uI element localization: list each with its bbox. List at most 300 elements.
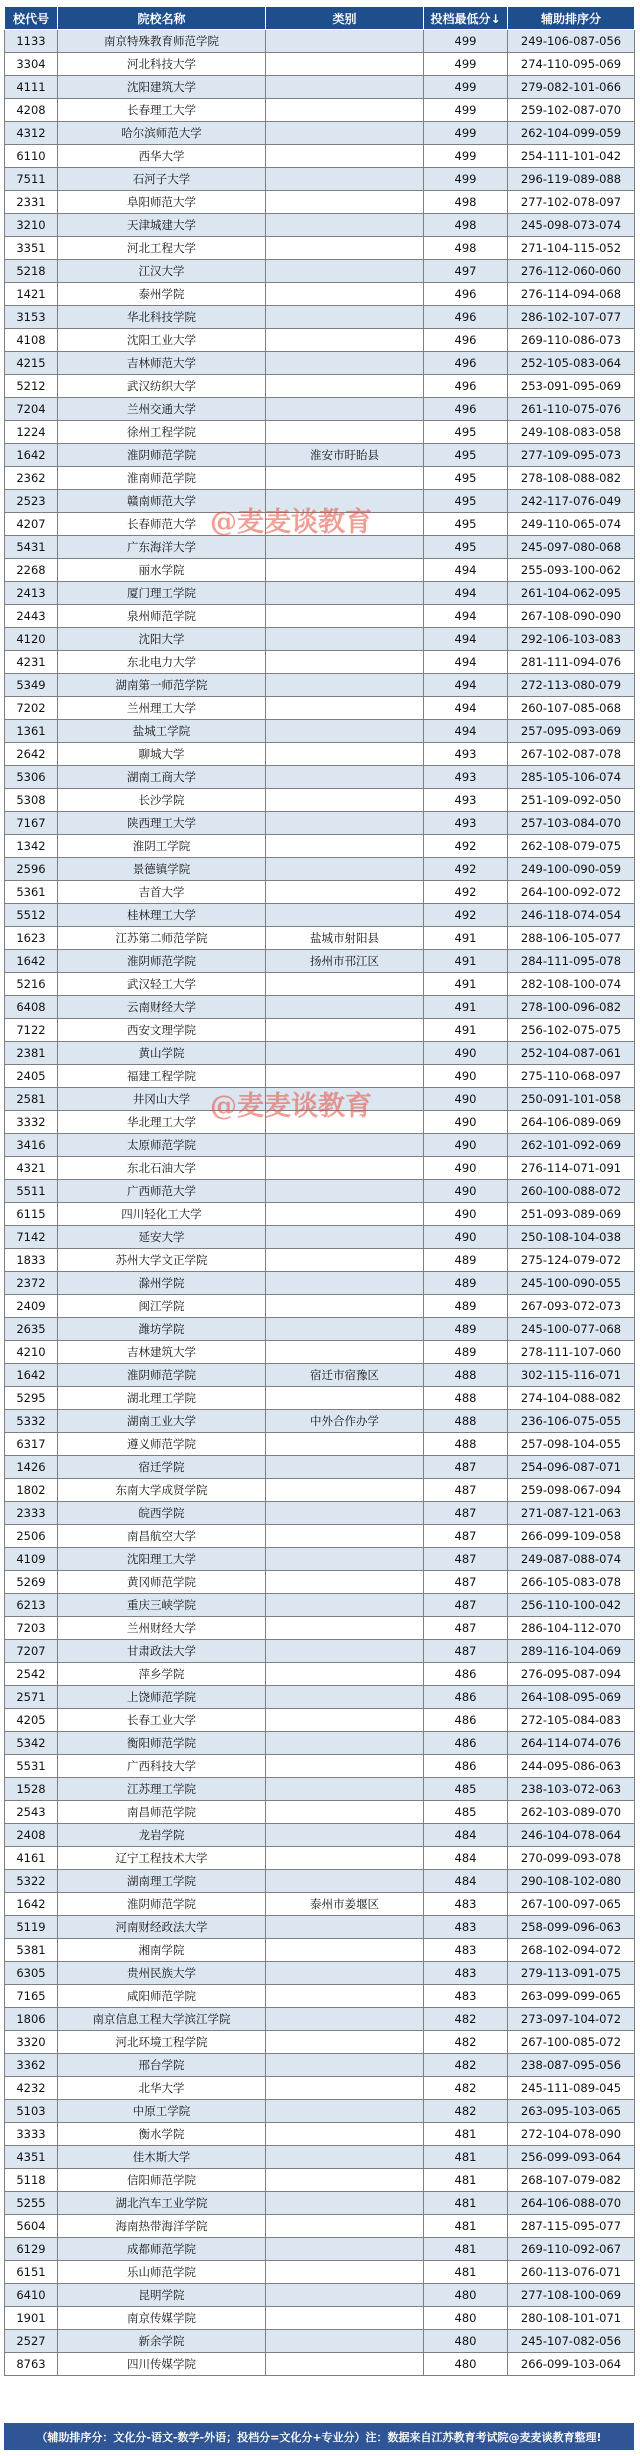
category-cell xyxy=(266,1272,424,1295)
footer-note: （辅助排序分：文化分-语文-数学-外语；投档分=文化分+专业分）注：数据来自江苏教育考试院@麦麦谈教育整理! xyxy=(4,2423,634,2450)
table-row xyxy=(5,536,635,559)
school-code-cell: 4210 xyxy=(5,1341,58,1364)
school-code-cell: 1833 xyxy=(5,1249,58,1272)
table-row xyxy=(5,1042,635,1065)
school-name-cell: 南昌师范学院 xyxy=(58,1801,266,1824)
category-cell xyxy=(266,398,424,421)
tiebreak-score-cell: 255-093-100-062 xyxy=(508,559,635,582)
category-cell xyxy=(266,122,424,145)
table-row xyxy=(5,1548,635,1571)
table-row xyxy=(5,145,635,168)
school-name-cell: 衡阳师范学院 xyxy=(58,1732,266,1755)
category-cell xyxy=(266,2261,424,2284)
category-cell xyxy=(266,2353,424,2376)
min-score-cell: 481 xyxy=(424,2169,508,2192)
min-score-cell: 484 xyxy=(424,1847,508,1870)
category-cell xyxy=(266,2146,424,2169)
table-row xyxy=(5,1801,635,1824)
category-cell xyxy=(266,421,424,444)
col-header-school[interactable]: 院校名称 xyxy=(58,7,266,30)
min-score-cell: 484 xyxy=(424,1870,508,1893)
school-name-cell: 武汉轻工大学 xyxy=(58,973,266,996)
school-code-cell: 4351 xyxy=(5,2146,58,2169)
school-code-cell: 7167 xyxy=(5,812,58,835)
tiebreak-score-cell: 269-110-086-073 xyxy=(508,329,635,352)
tiebreak-score-cell: 286-102-107-077 xyxy=(508,306,635,329)
school-name-cell: 西安文理学院 xyxy=(58,1019,266,1042)
table-row xyxy=(5,2123,635,2146)
school-name-cell: 湖北理工学院 xyxy=(58,1387,266,1410)
tiebreak-score-cell: 259-102-087-070 xyxy=(508,99,635,122)
category-cell xyxy=(266,99,424,122)
tiebreak-score-cell: 278-111-107-060 xyxy=(508,1341,635,1364)
school-code-cell: 5332 xyxy=(5,1410,58,1433)
table-row xyxy=(5,2146,635,2169)
school-code-cell: 1642 xyxy=(5,1893,58,1916)
min-score-cell: 492 xyxy=(424,881,508,904)
category-cell xyxy=(266,513,424,536)
school-name-cell: 辽宁工程技术大学 xyxy=(58,1847,266,1870)
col-header-category[interactable]: 类别 xyxy=(266,7,424,30)
category-cell xyxy=(266,214,424,237)
category-cell xyxy=(266,490,424,513)
school-name-cell: 四川传媒学院 xyxy=(58,2353,266,2376)
table-row xyxy=(5,1387,635,1410)
school-name-cell: 延安大学 xyxy=(58,1226,266,1249)
school-name-cell: 上饶师范学院 xyxy=(58,1686,266,1709)
school-code-cell: 4108 xyxy=(5,329,58,352)
school-name-cell: 兰州财经大学 xyxy=(58,1617,266,1640)
school-name-cell: 石河子大学 xyxy=(58,168,266,191)
school-name-cell: 沈阳工业大学 xyxy=(58,329,266,352)
category-cell xyxy=(266,1732,424,1755)
table-row xyxy=(5,2054,635,2077)
category-cell xyxy=(266,996,424,1019)
min-score-cell: 496 xyxy=(424,375,508,398)
tiebreak-score-cell: 249-108-083-058 xyxy=(508,421,635,444)
school-name-cell: 淮阴师范学院 xyxy=(58,1893,266,1916)
category-cell xyxy=(266,536,424,559)
min-score-cell: 494 xyxy=(424,582,508,605)
min-score-cell: 498 xyxy=(424,214,508,237)
school-code-cell: 5604 xyxy=(5,2215,58,2238)
tiebreak-score-cell: 275-124-079-072 xyxy=(508,1249,635,1272)
min-score-cell: 488 xyxy=(424,1387,508,1410)
school-code-cell: 1802 xyxy=(5,1479,58,1502)
col-header-code[interactable]: 校代号 xyxy=(5,7,58,30)
category-cell xyxy=(266,375,424,398)
min-score-cell: 482 xyxy=(424,2100,508,2123)
category-cell xyxy=(266,720,424,743)
category-cell xyxy=(266,2215,424,2238)
school-code-cell: 5512 xyxy=(5,904,58,927)
table-row xyxy=(5,2215,635,2238)
min-score-cell: 498 xyxy=(424,191,508,214)
table-row xyxy=(5,1249,635,1272)
min-score-cell: 490 xyxy=(424,1226,508,1249)
table-row xyxy=(5,2284,635,2307)
table-row xyxy=(5,766,635,789)
table-row xyxy=(5,1755,635,1778)
category-cell xyxy=(266,352,424,375)
table-row xyxy=(5,283,635,306)
school-name-cell: 重庆三峡学院 xyxy=(58,1594,266,1617)
table-row xyxy=(5,973,635,996)
table-row xyxy=(5,1686,635,1709)
school-code-cell: 2362 xyxy=(5,467,58,490)
school-code-cell: 5218 xyxy=(5,260,58,283)
tiebreak-score-cell: 280-108-101-071 xyxy=(508,2307,635,2330)
tiebreak-score-cell: 251-109-092-050 xyxy=(508,789,635,812)
category-cell xyxy=(266,2054,424,2077)
category-cell xyxy=(266,743,424,766)
category-cell xyxy=(266,1318,424,1341)
category-cell xyxy=(266,2192,424,2215)
school-name-cell: 长春工业大学 xyxy=(58,1709,266,1732)
table-row xyxy=(5,743,635,766)
tiebreak-score-cell: 256-099-093-064 xyxy=(508,2146,635,2169)
school-name-cell: 皖西学院 xyxy=(58,1502,266,1525)
school-name-cell: 太原师范学院 xyxy=(58,1134,266,1157)
school-name-cell: 东北电力大学 xyxy=(58,651,266,674)
category-cell xyxy=(266,904,424,927)
school-name-cell: 南昌航空大学 xyxy=(58,1525,266,1548)
tiebreak-score-cell: 252-105-083-064 xyxy=(508,352,635,375)
table-row xyxy=(5,858,635,881)
school-name-cell: 佳木斯大学 xyxy=(58,2146,266,2169)
table-row xyxy=(5,1617,635,1640)
school-name-cell: 云南财经大学 xyxy=(58,996,266,1019)
school-code-cell: 6151 xyxy=(5,2261,58,2284)
tiebreak-score-cell: 271-087-121-063 xyxy=(508,1502,635,1525)
school-name-cell: 昆明学院 xyxy=(58,2284,266,2307)
table-row xyxy=(5,1433,635,1456)
table-row xyxy=(5,996,635,1019)
table-row xyxy=(5,122,635,145)
table-row xyxy=(5,1134,635,1157)
school-code-cell: 4321 xyxy=(5,1157,58,1180)
table-row xyxy=(5,1318,635,1341)
school-name-cell: 沈阳理工大学 xyxy=(58,1548,266,1571)
category-cell xyxy=(266,1249,424,1272)
table-row xyxy=(5,214,635,237)
school-name-cell: 闽江学院 xyxy=(58,1295,266,1318)
min-score-cell: 490 xyxy=(424,1134,508,1157)
min-score-cell: 481 xyxy=(424,2261,508,2284)
tiebreak-score-cell: 286-104-112-070 xyxy=(508,1617,635,1640)
tiebreak-score-cell: 253-091-095-069 xyxy=(508,375,635,398)
table-row xyxy=(5,789,635,812)
category-cell xyxy=(266,1755,424,1778)
category-cell: 盐城市射阳县 xyxy=(266,927,424,950)
school-code-cell: 1642 xyxy=(5,1364,58,1387)
table-row xyxy=(5,237,635,260)
school-code-cell: 6129 xyxy=(5,2238,58,2261)
school-name-cell: 井冈山大学 xyxy=(58,1088,266,1111)
table-row xyxy=(5,881,635,904)
category-cell xyxy=(266,674,424,697)
school-code-cell: 2405 xyxy=(5,1065,58,1088)
tiebreak-score-cell: 268-102-094-072 xyxy=(508,1939,635,1962)
tiebreak-score-cell: 278-108-088-082 xyxy=(508,467,635,490)
category-cell xyxy=(266,1801,424,1824)
min-score-cell: 483 xyxy=(424,1893,508,1916)
school-code-cell: 7204 xyxy=(5,398,58,421)
school-code-cell: 3332 xyxy=(5,1111,58,1134)
tiebreak-score-cell: 245-111-089-045 xyxy=(508,2077,635,2100)
col-header-tiebreak[interactable]: 辅助排序分 xyxy=(508,7,635,30)
table-row xyxy=(5,1410,635,1433)
min-score-cell: 487 xyxy=(424,1525,508,1548)
table-row xyxy=(5,2330,635,2353)
tiebreak-score-cell: 288-106-105-077 xyxy=(508,927,635,950)
school-code-cell: 1642 xyxy=(5,444,58,467)
tiebreak-score-cell: 246-118-074-054 xyxy=(508,904,635,927)
tiebreak-score-cell: 292-106-103-083 xyxy=(508,628,635,651)
col-header-min-score[interactable]: 投档最低分↓ xyxy=(424,7,508,30)
category-cell xyxy=(266,1709,424,1732)
min-score-cell: 495 xyxy=(424,513,508,536)
table-row xyxy=(5,1732,635,1755)
min-score-cell: 490 xyxy=(424,1203,508,1226)
min-score-cell: 483 xyxy=(424,1985,508,2008)
min-score-cell: 491 xyxy=(424,996,508,1019)
min-score-cell: 499 xyxy=(424,76,508,99)
tiebreak-score-cell: 276-112-060-060 xyxy=(508,260,635,283)
school-name-cell: 聊城大学 xyxy=(58,743,266,766)
school-code-cell: 4312 xyxy=(5,122,58,145)
category-cell xyxy=(266,1525,424,1548)
min-score-cell: 491 xyxy=(424,950,508,973)
table-row xyxy=(5,1295,635,1318)
table-row xyxy=(5,697,635,720)
school-code-cell: 5212 xyxy=(5,375,58,398)
table-row xyxy=(5,467,635,490)
school-code-cell: 5381 xyxy=(5,1939,58,1962)
school-name-cell: 赣南师范大学 xyxy=(58,490,266,513)
category-cell xyxy=(266,2238,424,2261)
min-score-cell: 494 xyxy=(424,605,508,628)
category-cell xyxy=(266,1295,424,1318)
school-name-cell: 厦门理工学院 xyxy=(58,582,266,605)
category-cell xyxy=(266,1962,424,1985)
min-score-cell: 487 xyxy=(424,1479,508,1502)
tiebreak-score-cell: 256-110-100-042 xyxy=(508,1594,635,1617)
school-name-cell: 贵州民族大学 xyxy=(58,1962,266,1985)
school-name-cell: 哈尔滨师范大学 xyxy=(58,122,266,145)
category-cell xyxy=(266,1157,424,1180)
tiebreak-score-cell: 296-119-089-088 xyxy=(508,168,635,191)
category-cell xyxy=(266,1203,424,1226)
tiebreak-score-cell: 245-107-082-056 xyxy=(508,2330,635,2353)
school-code-cell: 2523 xyxy=(5,490,58,513)
tiebreak-score-cell: 273-097-104-072 xyxy=(508,2008,635,2031)
min-score-cell: 494 xyxy=(424,674,508,697)
tiebreak-score-cell: 249-100-090-059 xyxy=(508,858,635,881)
admission-score-sheet xyxy=(4,6,634,2376)
tiebreak-score-cell: 281-111-094-076 xyxy=(508,651,635,674)
school-code-cell: 4208 xyxy=(5,99,58,122)
school-name-cell: 苏州大学文正学院 xyxy=(58,1249,266,1272)
category-cell xyxy=(266,651,424,674)
category-cell xyxy=(266,53,424,76)
watermark: @麦麦谈教育 xyxy=(210,507,372,538)
table-row xyxy=(5,306,635,329)
school-code-cell: 2543 xyxy=(5,1801,58,1824)
table-row xyxy=(5,421,635,444)
min-score-cell: 489 xyxy=(424,1272,508,1295)
school-name-cell: 河北科技大学 xyxy=(58,53,266,76)
min-score-cell: 495 xyxy=(424,467,508,490)
table-row xyxy=(5,927,635,950)
category-cell xyxy=(266,1663,424,1686)
tiebreak-score-cell: 252-104-087-061 xyxy=(508,1042,635,1065)
tiebreak-score-cell: 264-114-074-076 xyxy=(508,1732,635,1755)
min-score-cell: 496 xyxy=(424,306,508,329)
min-score-cell: 496 xyxy=(424,283,508,306)
table-row xyxy=(5,53,635,76)
category-cell xyxy=(266,2008,424,2031)
category-cell xyxy=(266,1594,424,1617)
table-row xyxy=(5,720,635,743)
category-cell xyxy=(266,306,424,329)
school-name-cell: 淮南师范学院 xyxy=(58,467,266,490)
school-name-cell: 四川轻化工大学 xyxy=(58,1203,266,1226)
school-name-cell: 兰州理工大学 xyxy=(58,697,266,720)
tiebreak-score-cell: 262-108-079-075 xyxy=(508,835,635,858)
school-code-cell: 2581 xyxy=(5,1088,58,1111)
min-score-cell: 486 xyxy=(424,1686,508,1709)
table-row xyxy=(5,1847,635,1870)
table-row xyxy=(5,2192,635,2215)
tiebreak-score-cell: 245-098-073-074 xyxy=(508,214,635,237)
school-code-cell: 5531 xyxy=(5,1755,58,1778)
school-name-cell: 南京传媒学院 xyxy=(58,2307,266,2330)
school-code-cell: 7142 xyxy=(5,1226,58,1249)
category-cell xyxy=(266,766,424,789)
min-score-cell: 489 xyxy=(424,1318,508,1341)
school-name-cell: 福建工程学院 xyxy=(58,1065,266,1088)
min-score-cell: 481 xyxy=(424,2123,508,2146)
table-row xyxy=(5,1479,635,1502)
school-code-cell: 1528 xyxy=(5,1778,58,1801)
table-row xyxy=(5,398,635,421)
min-score-cell: 488 xyxy=(424,1364,508,1387)
category-cell xyxy=(266,1019,424,1042)
school-code-cell: 4109 xyxy=(5,1548,58,1571)
table-row xyxy=(5,812,635,835)
school-code-cell: 4207 xyxy=(5,513,58,536)
category-cell xyxy=(266,1042,424,1065)
school-name-cell: 吉林建筑大学 xyxy=(58,1341,266,1364)
category-cell xyxy=(266,1870,424,1893)
min-score-cell: 499 xyxy=(424,168,508,191)
school-code-cell: 6110 xyxy=(5,145,58,168)
school-name-cell: 淮阴师范学院 xyxy=(58,1364,266,1387)
school-name-cell: 华北科技学院 xyxy=(58,306,266,329)
school-name-cell: 天津城建大学 xyxy=(58,214,266,237)
category-cell xyxy=(266,145,424,168)
category-cell xyxy=(266,1088,424,1111)
tiebreak-score-cell: 268-107-079-082 xyxy=(508,2169,635,2192)
school-name-cell: 沈阳建筑大学 xyxy=(58,76,266,99)
table-row xyxy=(5,1870,635,1893)
tiebreak-score-cell: 279-082-101-066 xyxy=(508,76,635,99)
table-row xyxy=(5,1709,635,1732)
table-row xyxy=(5,2077,635,2100)
min-score-cell: 483 xyxy=(424,1962,508,1985)
school-name-cell: 咸阳师范学院 xyxy=(58,1985,266,2008)
tiebreak-score-cell: 285-105-106-074 xyxy=(508,766,635,789)
school-name-cell: 黄山学院 xyxy=(58,1042,266,1065)
tiebreak-score-cell: 277-109-095-073 xyxy=(508,444,635,467)
min-score-cell: 494 xyxy=(424,720,508,743)
min-score-cell: 496 xyxy=(424,329,508,352)
table-row xyxy=(5,1180,635,1203)
category-cell xyxy=(266,2031,424,2054)
min-score-cell: 489 xyxy=(424,1249,508,1272)
tiebreak-score-cell: 284-111-095-078 xyxy=(508,950,635,973)
school-code-cell: 5119 xyxy=(5,1916,58,1939)
min-score-cell: 494 xyxy=(424,559,508,582)
min-score-cell: 486 xyxy=(424,1732,508,1755)
tiebreak-score-cell: 250-091-101-058 xyxy=(508,1088,635,1111)
school-code-cell: 1901 xyxy=(5,2307,58,2330)
school-code-cell: 5342 xyxy=(5,1732,58,1755)
school-code-cell: 3333 xyxy=(5,2123,58,2146)
table-row xyxy=(5,2307,635,2330)
school-name-cell: 西华大学 xyxy=(58,145,266,168)
tiebreak-score-cell: 290-108-102-080 xyxy=(508,1870,635,1893)
school-name-cell: 吉林师范大学 xyxy=(58,352,266,375)
min-score-cell: 491 xyxy=(424,927,508,950)
school-name-cell: 江汉大学 xyxy=(58,260,266,283)
table-row xyxy=(5,352,635,375)
table-row xyxy=(5,375,635,398)
tiebreak-score-cell: 276-114-071-091 xyxy=(508,1157,635,1180)
min-score-cell: 499 xyxy=(424,122,508,145)
school-code-cell: 5269 xyxy=(5,1571,58,1594)
table-row xyxy=(5,582,635,605)
table-row xyxy=(5,1594,635,1617)
school-code-cell: 2527 xyxy=(5,2330,58,2353)
tiebreak-score-cell: 279-113-091-075 xyxy=(508,1962,635,1985)
min-score-cell: 482 xyxy=(424,2008,508,2031)
tiebreak-score-cell: 267-102-087-078 xyxy=(508,743,635,766)
min-score-cell: 490 xyxy=(424,1157,508,1180)
tiebreak-score-cell: 271-104-115-052 xyxy=(508,237,635,260)
school-code-cell: 6305 xyxy=(5,1962,58,1985)
min-score-cell: 495 xyxy=(424,444,508,467)
table-row xyxy=(5,1939,635,1962)
table-row xyxy=(5,1525,635,1548)
school-code-cell: 6408 xyxy=(5,996,58,1019)
school-name-cell: 盐城工学院 xyxy=(58,720,266,743)
category-cell xyxy=(266,1824,424,1847)
min-score-cell: 493 xyxy=(424,743,508,766)
school-name-cell: 河北工程大学 xyxy=(58,237,266,260)
category-cell xyxy=(266,812,424,835)
school-code-cell: 2268 xyxy=(5,559,58,582)
school-code-cell: 1623 xyxy=(5,927,58,950)
tiebreak-score-cell: 277-108-100-069 xyxy=(508,2284,635,2307)
category-cell xyxy=(266,881,424,904)
tiebreak-score-cell: 238-103-072-063 xyxy=(508,1778,635,1801)
table-row xyxy=(5,1364,635,1387)
tiebreak-score-cell: 242-117-076-049 xyxy=(508,490,635,513)
tiebreak-score-cell: 257-098-104-055 xyxy=(508,1433,635,1456)
min-score-cell: 492 xyxy=(424,904,508,927)
